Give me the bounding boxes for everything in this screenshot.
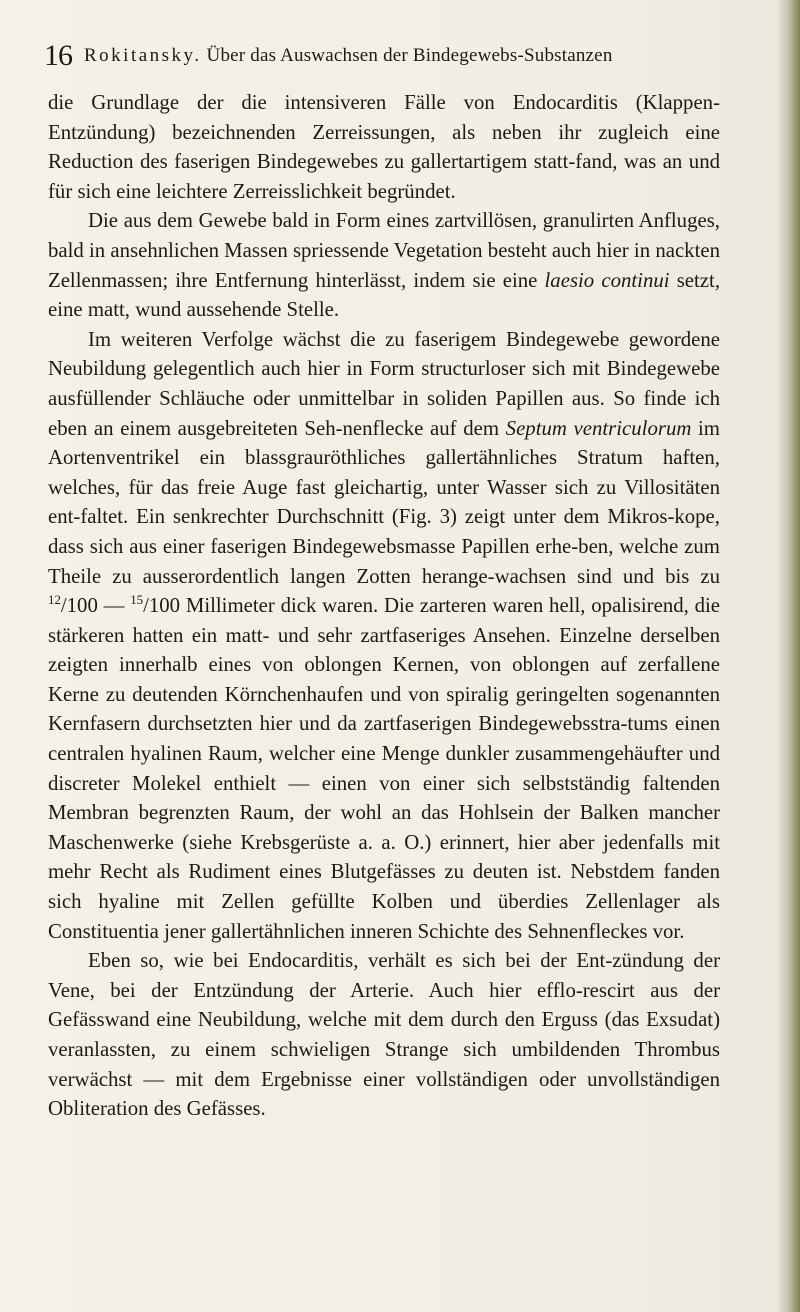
range-dash: — (103, 594, 125, 618)
paragraph-2-end: setzt, eine matt, wund aussehende Stelle. (48, 268, 721, 322)
paragraph-3-c: Millimeter dick waren. Die zarteren waren hell, opalisirend, die stärkeren hatten ein matt- und sehr zartfaseriges Ansehen. Einzelne derselben zeigten innerhalb eines von oblongen Kernen, von oblongen auf zerfallene Kerne zu deutenden Körnchenhaufen und von spiralig geringelten sogenannten Kernfasern durchsetzten hier und da zartfaserigen Bindegewebsstra-tums einen centralen hyalinen Raum, welcher eine Menge dunkler zusammengehäufter und discreter Molekel enthielt — einen von einer sich selbstständig faltenden Membran begrenzten Raum, der wohl an das Hohlsein der Balken mancher Maschenwerke (siehe Krebsgerüste a. a. O.) erinnert, hier aber jedenfalls mit mehr Recht als Rudiment eines Blutgefässes zu deuten ist. Nebstdem fanden sich hyaline mit Zellen gefüllte Kolben und überdies Zellenlager als Constituentia jener gallertähnlichen inneren Schichte des Sehnenfleckes vor. (48, 594, 721, 943)
fraction-12-100: $^{12}$/100 (48, 593, 98, 618)
paragraph-3-b: im Aortenventrikel ein blassgrauröthliches gallertähnliches Stratum haften, welches, für das freie Auge fast gleichartig, unter Wasser sich zu Villositäten ent-faltet. Ein senkrechter Durchschnitt (Fig. 3) zeigt unter dem Mikros-kope, dass sich aus einer faserigen Bindegewebsmasse Papillen erhe-ben, welche zum Theile zu ausserordentlich langen Zotten herange-wachsen sind und bis zu (48, 416, 720, 588)
running-title (84, 43, 613, 69)
term-laesio-continui: laesio continui (544, 268, 670, 292)
fraction-2-numerator: 15 (130, 593, 144, 608)
paragraph-4: Eben so, wie bei Endocarditis, verhält es sich bei der Ent-zündung der Vene, bei der Entzündung der Arterie. Auch hier efflo-rescirt aus der Gefässwand eine Neubildung, welche mit dem durch den Erguss (das Exsudat) veranlassten, zu einem schwieligen Strange sich umbildenden Thrombus verwächst — mit dem Ergebnisse einer vollständigen oder unvollständigen Obliteration des Gefässes. (48, 949, 720, 1121)
fraction-2-denominator: 100 (148, 594, 181, 618)
fraction-15-100: $^{15}$/100 (130, 593, 181, 618)
page-edge-shadow (778, 0, 800, 1312)
paragraph-3-a: Im weiteren Verfolge wächst die zu faserigem Bindegewebe gewordene Neubildung gelegentlich auch hier in Form structurloser sich mit Bindegewebe ausfüllender Schläuche oder unmittelbar in soliden Papillen aus. So finde ich eben an einem ausgebreiteten Seh-nenflecke auf dem (48, 327, 720, 440)
author-name: Rokitansky. (84, 45, 202, 66)
body-text (48, 88, 720, 1124)
term-septum-ventriculorum: Septum ventriculorum (505, 416, 692, 440)
fraction-1-numerator: 12 (48, 593, 61, 608)
paragraph-2 (48, 206, 720, 324)
paragraph-1: die Grundlage der die intensiveren Fälle von Endocarditis (Klappen-Entzündung) bezeichnenden Zerreissungen, als neben ihr zugleich eine Reduction des faserigen Bindegewebes zu gallertartigem statt-fand, was an und für sich eine leichtere Zerreisslichkeit begründet. (48, 91, 720, 203)
running-header (44, 36, 744, 76)
page-number: 16 (44, 39, 72, 72)
paragraph-2-text: Die aus dem Gewebe bald in Form eines zartvillösen, granulirten Anfluges, bald in ansehnlichen Massen spriessende Vegetation besteht auch hier in nackten Zellenmassen; ihre Entfernung hinterlässt, indem sie eine (48, 209, 720, 292)
paragraph-3 (48, 325, 720, 946)
chapter-title: Über das Auswachsen der Bindegewebs-Substanzen (206, 45, 613, 66)
fraction-1-denominator: 100 (66, 594, 98, 618)
